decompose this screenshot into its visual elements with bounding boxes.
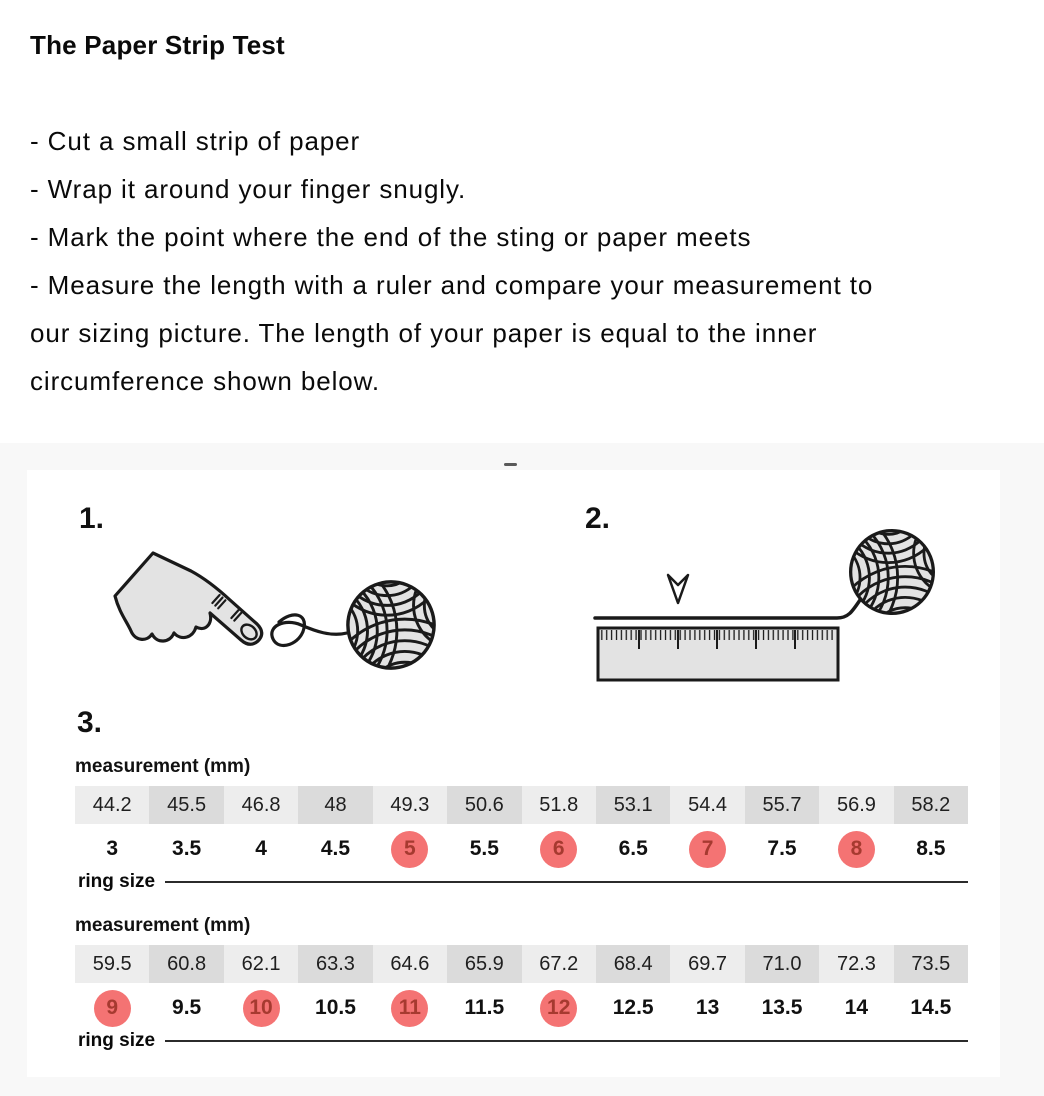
- ring-size-table-small: [75, 756, 968, 895]
- measurement-cell: 58.2: [894, 786, 968, 824]
- ring-size-cell: 13.5: [761, 996, 803, 1019]
- ring-size-cell: [522, 829, 596, 869]
- ring-size-caption-row: [75, 1028, 968, 1054]
- measurement-cell: 45.5: [149, 786, 223, 824]
- measurement-cell: 60.8: [149, 945, 223, 983]
- instruction-line: circumference shown below.: [30, 366, 380, 396]
- highlighted-ring-size: 5: [391, 831, 428, 868]
- measurement-cell: 65.9: [447, 945, 521, 983]
- ring-size-cell: [819, 829, 893, 869]
- ruler-and-yarn-illustration: [565, 515, 985, 695]
- instruction-line: - Mark the point where the end of the sting or paper meets: [30, 222, 752, 252]
- measurement-cell: 71.0: [745, 945, 819, 983]
- ring-size-cell: 11.5: [464, 996, 505, 1019]
- measurement-cell: 46.8: [224, 786, 298, 824]
- measurement-cell: 56.9: [819, 786, 893, 824]
- ring-size-cell: [373, 829, 447, 869]
- highlighted-ring-size: 8: [838, 831, 875, 868]
- sizing-figure: [27, 470, 1000, 1077]
- measurement-cell: 48: [298, 786, 372, 824]
- step-3-label: 3.: [77, 706, 103, 739]
- ring-size-underline: [165, 1040, 968, 1042]
- page-title: The Paper Strip Test: [30, 30, 285, 60]
- measurement-cell: 69.7: [670, 945, 744, 983]
- ring-size-label: ring size: [78, 871, 156, 892]
- ring-size-cell: 12.5: [612, 996, 654, 1019]
- ring-size-cell: [224, 988, 298, 1028]
- ring-size-table-large: [75, 915, 968, 1054]
- page: [0, 0, 1044, 405]
- ring-size-cell: 3: [106, 837, 119, 860]
- arrow-marker-icon: [668, 575, 688, 603]
- ring-size-row: [75, 988, 968, 1028]
- highlighted-ring-size: 12: [540, 990, 577, 1027]
- measurement-cell: 62.1: [224, 945, 298, 983]
- ring-size-caption-row: [75, 869, 968, 895]
- ring-size-cell: 7.5: [767, 837, 797, 860]
- hand-and-yarn-illustration: [107, 540, 447, 690]
- measurement-row: [75, 945, 968, 983]
- ring-size-cell: 6.5: [618, 837, 648, 860]
- measurement-label: measurement (mm): [75, 756, 251, 777]
- ring-size-cell: [373, 988, 447, 1028]
- highlighted-ring-size: 10: [243, 990, 280, 1027]
- minus-dash-icon: [504, 463, 517, 466]
- string-curl-icon: [272, 615, 347, 646]
- ring-size-cell: 13: [695, 996, 720, 1019]
- measurement-cell: 67.2: [522, 945, 596, 983]
- measurement-cell: 55.7: [745, 786, 819, 824]
- measurement-cell: 64.6: [373, 945, 447, 983]
- instruction-line: - Cut a small strip of paper: [30, 126, 361, 156]
- measurement-cell: 51.8: [522, 786, 596, 824]
- measurement-cell: 73.5: [894, 945, 968, 983]
- ring-size-row: [75, 829, 968, 869]
- step-2-label: 2.: [585, 502, 611, 535]
- measurement-cell: 59.5: [75, 945, 149, 983]
- step-1-label: 1.: [79, 502, 105, 535]
- sizing-figure-area: [0, 443, 1044, 1096]
- measurement-cell: 72.3: [819, 945, 893, 983]
- ring-size-cell: 5.5: [469, 837, 499, 860]
- highlighted-ring-size: 9: [94, 990, 131, 1027]
- yarn-ball-icon: [240, 540, 447, 690]
- measurement-row: [75, 786, 968, 824]
- measurement-label: measurement (mm): [75, 915, 251, 936]
- ring-size-cell: 8.5: [916, 837, 946, 860]
- ring-size-cell: [75, 988, 149, 1028]
- instruction-line: our sizing picture. The length of your paper is equal to the inner: [30, 318, 818, 348]
- measurement-cell: 44.2: [75, 786, 149, 824]
- measurement-cell: 54.4: [670, 786, 744, 824]
- ring-size-cell: 10.5: [315, 996, 356, 1019]
- instruction-line: - Wrap it around your finger snugly.: [30, 174, 467, 204]
- measurement-cell: 68.4: [596, 945, 670, 983]
- ring-size-cell: [522, 988, 596, 1028]
- ring-size-cell: 9.5: [172, 996, 202, 1019]
- ring-size-underline: [165, 881, 968, 883]
- ruler-icon: [598, 628, 838, 680]
- highlighted-ring-size: 11: [391, 990, 428, 1027]
- instruction-line: - Measure the length with a ruler and compare your measurement to: [30, 270, 874, 300]
- measurement-cell: 49.3: [373, 786, 447, 824]
- ring-size-cell: 14.5: [910, 996, 952, 1019]
- ring-size-cell: 3.5: [172, 837, 202, 860]
- hand-pointing-icon: [115, 553, 262, 644]
- string-icon: [595, 600, 860, 618]
- highlighted-ring-size: 7: [689, 831, 726, 868]
- ring-size-tables: [75, 756, 968, 1054]
- measurement-cell: 50.6: [447, 786, 521, 824]
- ring-size-label: ring size: [78, 1030, 156, 1051]
- measurement-cell: 63.3: [298, 945, 372, 983]
- measurement-cell: 53.1: [596, 786, 670, 824]
- highlighted-ring-size: 6: [540, 831, 577, 868]
- ring-size-cell: 4.5: [320, 837, 351, 860]
- ring-size-cell: 14: [844, 996, 869, 1019]
- ring-size-cell: 4: [255, 837, 267, 860]
- instructions: [30, 117, 1044, 405]
- ring-size-cell: [670, 829, 744, 869]
